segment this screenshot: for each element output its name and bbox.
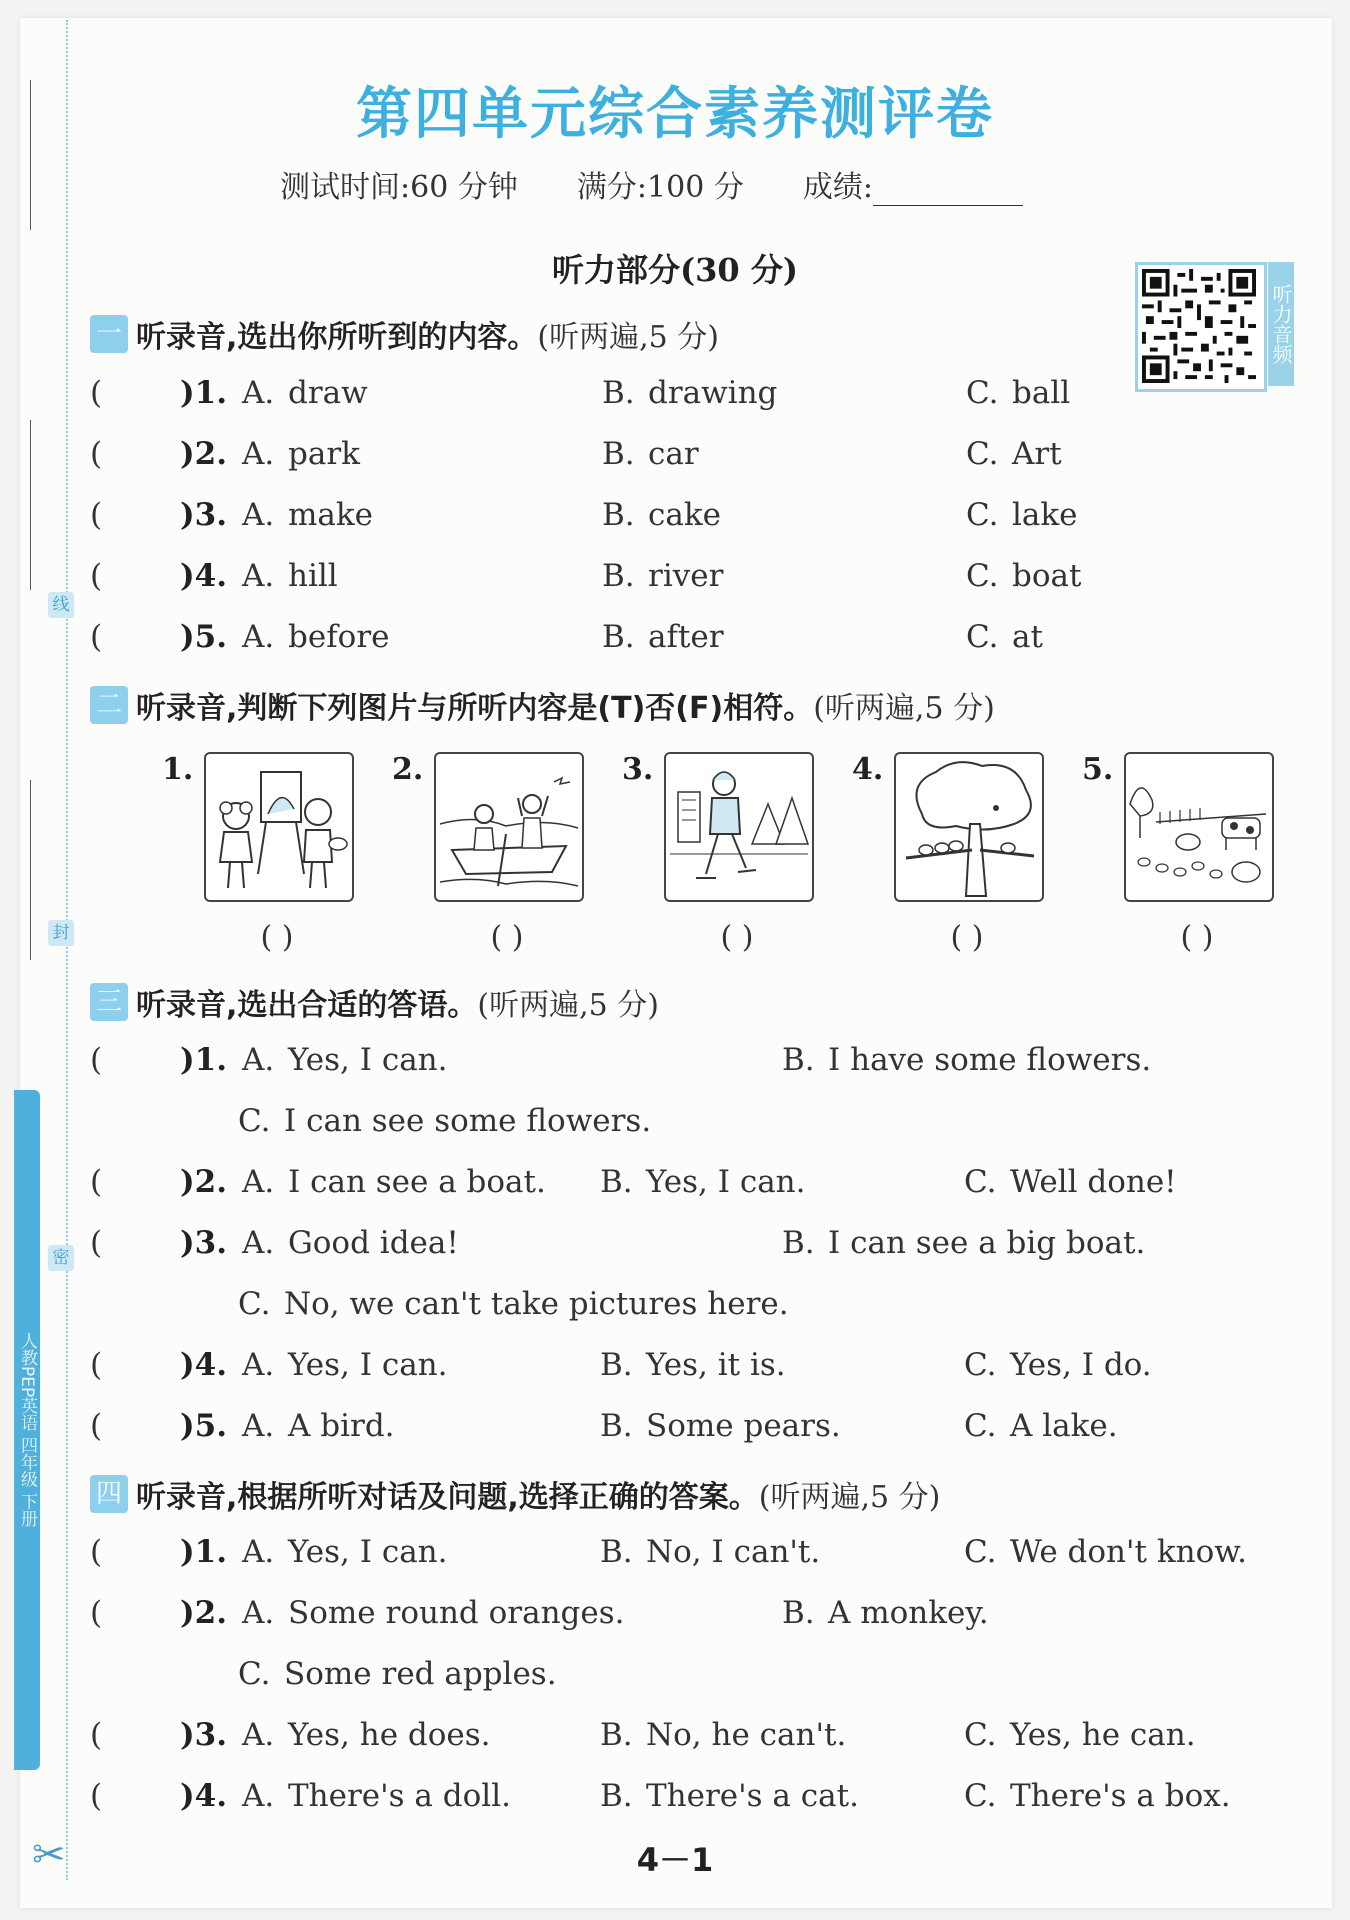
answer-blank[interactable]: ( bbox=[90, 1042, 103, 1078]
answer-blank[interactable]: ( bbox=[90, 1408, 103, 1444]
option-c: C. Yes, he can. bbox=[964, 1717, 1196, 1753]
picture-children-painting bbox=[204, 752, 354, 902]
answer-blank[interactable]: ( bbox=[90, 1778, 103, 1814]
picture-number-5: 5. bbox=[1082, 752, 1114, 787]
section-1-note: (听两遍,5 分) bbox=[537, 320, 719, 355]
answer-blank[interactable]: ( bbox=[90, 436, 103, 472]
option-b: B. Yes, I can. bbox=[600, 1164, 806, 1200]
option-c: C. I can see some flowers. bbox=[238, 1103, 652, 1139]
picture-number-4: 4. bbox=[852, 752, 884, 787]
option-a: A. A bird. bbox=[242, 1408, 395, 1444]
exam-meta bbox=[280, 162, 1023, 206]
answer-blank[interactable]: ( bbox=[90, 1164, 103, 1200]
picture-answer-3[interactable]: ( ) bbox=[720, 920, 754, 955]
question-number: )1. bbox=[180, 1042, 228, 1078]
part-title: 听力部分(30 分) bbox=[552, 251, 798, 289]
question-number: )3. bbox=[180, 497, 228, 533]
section-4-title: 听录音,根据所听对话及问题,选择正确的答案。 bbox=[136, 1480, 759, 1515]
option-b: B. after bbox=[602, 619, 724, 655]
option-c: C. lake bbox=[966, 497, 1078, 533]
section-1-title: 听录音,选出你所听到的内容。 bbox=[136, 320, 538, 355]
section-1-number: 一 bbox=[90, 315, 128, 353]
section-2-number: 二 bbox=[90, 686, 128, 724]
picture-number-3: 3. bbox=[622, 752, 654, 787]
ice-skating-illustration bbox=[666, 754, 812, 900]
option-b: B. There's a cat. bbox=[600, 1778, 859, 1814]
option-a: A. Yes, he does. bbox=[242, 1717, 491, 1753]
option-a: A. make bbox=[242, 497, 374, 533]
question-number: )5. bbox=[180, 619, 228, 655]
option-a: A. before bbox=[242, 619, 390, 655]
answer-blank[interactable]: ( bbox=[90, 375, 103, 411]
section-1-heading bbox=[90, 312, 719, 356]
children-painting-illustration bbox=[206, 754, 352, 900]
option-c: C. We don't know. bbox=[964, 1534, 1247, 1570]
option-a: A. Some round oranges. bbox=[242, 1595, 625, 1631]
score-label: 成绩: bbox=[802, 170, 874, 205]
answer-blank[interactable]: ( bbox=[90, 1595, 103, 1631]
option-a: A. I can see a boat. bbox=[242, 1164, 546, 1200]
question-number: )2. bbox=[180, 436, 228, 472]
question-number: )4. bbox=[180, 1778, 228, 1814]
picture-answer-2[interactable]: ( ) bbox=[490, 920, 524, 955]
question-number: )3. bbox=[180, 1717, 228, 1753]
farm-animals-illustration bbox=[1126, 754, 1272, 900]
picture-ice-skating bbox=[664, 752, 814, 902]
option-c: C. Yes, I do. bbox=[964, 1347, 1152, 1383]
page-title: 第四单元综合素养测评卷 bbox=[356, 82, 994, 147]
school-rule bbox=[30, 780, 31, 960]
option-c: C. Some red apples. bbox=[238, 1656, 557, 1692]
full-score-label: 满分:100 分 bbox=[576, 170, 744, 205]
qr-label: 听力音频 bbox=[1268, 262, 1294, 386]
option-a: A. draw bbox=[242, 375, 368, 411]
picture-boat-ride bbox=[434, 752, 584, 902]
binding-char-line: 线 bbox=[48, 592, 74, 618]
binding-char-secret: 密 bbox=[48, 1245, 74, 1271]
section-3-number: 三 bbox=[90, 983, 128, 1021]
picture-answer-5[interactable]: ( ) bbox=[1180, 920, 1214, 955]
option-b: B. drawing bbox=[602, 375, 778, 411]
answer-blank[interactable]: ( bbox=[90, 1717, 103, 1753]
picture-number-1: 1. bbox=[162, 752, 194, 787]
option-c: C. boat bbox=[966, 558, 1082, 594]
option-b: B. A monkey. bbox=[782, 1595, 989, 1631]
picture-farm-animals bbox=[1124, 752, 1274, 902]
option-a: A. There's a doll. bbox=[242, 1778, 511, 1814]
option-b: B. car bbox=[602, 436, 699, 472]
option-a: A. Yes, I can. bbox=[242, 1042, 448, 1078]
question-number: )5. bbox=[180, 1408, 228, 1444]
question-number: )4. bbox=[180, 558, 228, 594]
option-c: C. Art bbox=[966, 436, 1062, 472]
option-a: A. Good idea! bbox=[242, 1225, 459, 1261]
option-c: C. at bbox=[966, 619, 1043, 655]
section-4-heading bbox=[90, 1472, 940, 1516]
answer-blank[interactable]: ( bbox=[90, 1225, 103, 1261]
picture-number-2: 2. bbox=[392, 752, 424, 787]
option-b: B. river bbox=[602, 558, 724, 594]
section-2-title: 听录音,判断下列图片与所听内容是(T)否(F)相符。 bbox=[136, 691, 814, 726]
answer-blank[interactable]: ( bbox=[90, 619, 103, 655]
answer-blank[interactable]: ( bbox=[90, 1534, 103, 1570]
question-number: )4. bbox=[180, 1347, 228, 1383]
section-3-title: 听录音,选出合适的答语。 bbox=[136, 988, 478, 1023]
question-number: )1. bbox=[180, 1534, 228, 1570]
answer-blank[interactable]: ( bbox=[90, 558, 103, 594]
picture-answer-4[interactable]: ( ) bbox=[950, 920, 984, 955]
qr-code-icon bbox=[1142, 269, 1256, 383]
section-4-note: (听两遍,5 分) bbox=[758, 1480, 941, 1515]
answer-blank[interactable]: ( bbox=[90, 1347, 103, 1383]
time-label: 测试时间:60 分钟 bbox=[280, 170, 518, 205]
option-a: A. Yes, I can. bbox=[242, 1534, 448, 1570]
option-b: B. cake bbox=[602, 497, 721, 533]
option-c: C. A lake. bbox=[964, 1408, 1118, 1444]
section-2-heading bbox=[90, 683, 995, 727]
section-3-heading bbox=[90, 980, 659, 1024]
option-c: C. No, we can't take pictures here. bbox=[238, 1286, 789, 1322]
binding-char-seal: 封 bbox=[48, 920, 74, 946]
qr-code[interactable] bbox=[1135, 262, 1267, 392]
section-3-note: (听两遍,5 分) bbox=[477, 988, 659, 1023]
side-tab: 人教PEP英语 四年级 下册 bbox=[14, 1090, 40, 1770]
section-4-number: 四 bbox=[90, 1475, 128, 1513]
question-number: )2. bbox=[180, 1595, 228, 1631]
class-rule bbox=[30, 420, 31, 590]
option-b: B. I can see a big boat. bbox=[782, 1225, 1146, 1261]
option-a: A. Yes, I can. bbox=[242, 1347, 448, 1383]
picture-answer-1[interactable]: ( ) bbox=[260, 920, 294, 955]
option-b: B. Yes, it is. bbox=[600, 1347, 786, 1383]
option-b: B. No, I can't. bbox=[600, 1534, 821, 1570]
scissors-icon: ✂ bbox=[32, 1832, 66, 1878]
option-b: B. Some pears. bbox=[600, 1408, 841, 1444]
option-c: C. ball bbox=[966, 375, 1071, 411]
option-b: B. No, he can't. bbox=[600, 1717, 847, 1753]
answer-blank[interactable]: ( bbox=[90, 497, 103, 533]
question-number: )2. bbox=[180, 1164, 228, 1200]
section-2-note: (听两遍,5 分) bbox=[813, 691, 995, 726]
boat-ride-illustration bbox=[436, 754, 582, 900]
option-a: A. hill bbox=[242, 558, 338, 594]
option-c: C. Well done! bbox=[964, 1164, 1177, 1200]
question-number: )1. bbox=[180, 375, 228, 411]
score-blank[interactable] bbox=[873, 179, 1023, 206]
birds-in-tree-illustration bbox=[896, 754, 1042, 900]
option-c: C. There's a box. bbox=[964, 1778, 1231, 1814]
option-a: A. park bbox=[242, 436, 360, 472]
page-number: 4－1 bbox=[636, 1841, 714, 1879]
picture-birds-in-tree bbox=[894, 752, 1044, 902]
option-b: B. I have some flowers. bbox=[782, 1042, 1152, 1078]
question-number: )3. bbox=[180, 1225, 228, 1261]
binding-dotted-line bbox=[66, 20, 68, 1880]
